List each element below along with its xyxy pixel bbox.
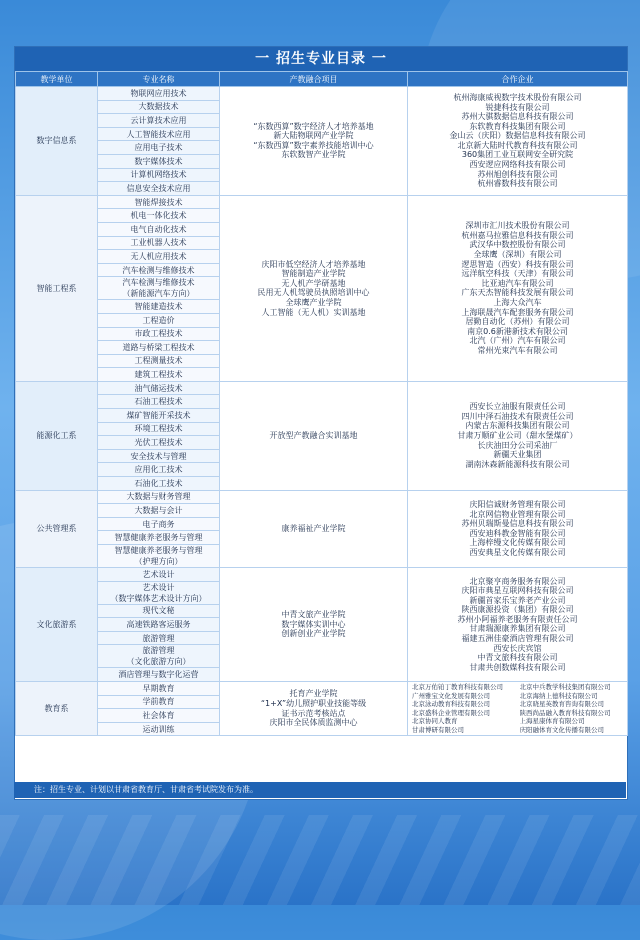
major-name xyxy=(98,618,220,632)
catalog-table xyxy=(15,71,628,736)
major-name-line: 云计算技术应用 xyxy=(130,115,187,125)
company-item: 苏州大骐数据信息科技有限公司 xyxy=(461,112,574,122)
company-item: 杭州睿数科技有限公司 xyxy=(477,179,558,189)
major-name-line: 智慧健康养老服务与管理 xyxy=(114,533,203,543)
major-name xyxy=(98,504,220,518)
major-name xyxy=(98,395,220,409)
department-name: 文化旅游系 xyxy=(16,568,98,682)
company-item: 庆阳市典星互联网科技有限公司 xyxy=(461,586,574,596)
project-item: 康养福祉产业学院 xyxy=(281,524,346,534)
major-name xyxy=(98,236,220,250)
major-name-line: 艺术设计 xyxy=(142,569,175,579)
project-item: 数字媒体实训中心 xyxy=(281,619,346,629)
major-name-line: 大数据与财务管理 xyxy=(126,492,191,502)
company-item: 福建五洲佳豪酒店管理有限公司 xyxy=(461,634,574,644)
company-item: 杭州嘉马拉雅信息科技有限公司 xyxy=(461,230,574,240)
company-item: 逻思智造（西安）科技有限公司 xyxy=(461,259,574,269)
company-item: 陕西康源投资（集团）有限公司 xyxy=(461,605,574,615)
major-name-line: 计算机网络技术 xyxy=(130,170,187,180)
major-name xyxy=(98,695,220,709)
major-name-line: 汽车检测与维修技术 xyxy=(122,278,195,288)
major-name xyxy=(98,195,220,209)
major-name xyxy=(98,422,220,436)
company-item: 北京协同人教育 xyxy=(412,717,458,726)
major-name xyxy=(98,545,220,568)
major-name-line: 大数据技术 xyxy=(138,102,179,112)
major-name-line: 电气自动化技术 xyxy=(130,224,187,234)
major-name-line: 市政工程技术 xyxy=(134,329,183,339)
project-item: 全球鹰产业学院 xyxy=(285,297,342,307)
company-item: 广州雅宝文化发展有限公司 xyxy=(412,691,490,700)
company-item: 上海联晟汽车配套服务有限公司 xyxy=(461,307,574,317)
company-item: 庆阳融体育文化传播有限公司 xyxy=(519,725,604,734)
major-name xyxy=(98,141,220,155)
major-name-line: 安全技术与管理 xyxy=(130,451,187,461)
company-item: 深圳市汇川技术股份有限公司 xyxy=(465,221,570,231)
major-name xyxy=(98,327,220,341)
major-name-line: 艺术设计 xyxy=(142,582,175,592)
major-name-line: 无人机应用技术 xyxy=(130,251,187,261)
major-name-line: 数字媒体技术 xyxy=(134,156,183,166)
table-row xyxy=(16,87,628,101)
major-name xyxy=(98,313,220,327)
company-item: 上海梓缦文化传媒有限公司 xyxy=(469,538,566,548)
company-item: 北汽（广州）汽车有限公司 xyxy=(469,336,566,346)
project-cell xyxy=(220,195,408,381)
company-item: 金山云（庆阳）数据信息科技有限公司 xyxy=(449,131,586,141)
company-cell xyxy=(408,195,628,381)
project-item: 托育产业学院 xyxy=(289,689,338,699)
major-name xyxy=(98,436,220,450)
company-item: 北京盛科企业管理有限公司 xyxy=(412,708,490,717)
department-name: 公共管理系 xyxy=(16,490,98,567)
major-name xyxy=(98,631,220,645)
major-name xyxy=(98,381,220,395)
company-item: 北京网信物业管理有限公司 xyxy=(469,509,566,519)
table-row xyxy=(16,490,628,504)
major-name xyxy=(98,87,220,101)
company-item: 西安逻应网络科技有限公司 xyxy=(469,160,566,170)
company-item: 北京聚亨商务服务有限公司 xyxy=(469,576,566,586)
major-name-line: 电子商务 xyxy=(142,519,175,529)
company-item: 远洋航空科技（天津）有限公司 xyxy=(461,269,574,279)
company-item: 锐捷科技有限公司 xyxy=(485,102,550,112)
major-name-line: （护理方向） xyxy=(134,557,183,566)
company-item: 新疆首家乐宝养老产业公司 xyxy=(469,595,566,605)
company-item: 内蒙古东源科技集团有限公司 xyxy=(465,421,570,431)
project-item: 庆阳市低空经济人才培养基地 xyxy=(261,259,366,269)
major-name-line: 旅游管理 xyxy=(142,633,175,643)
department-name: 数字信息系 xyxy=(16,87,98,196)
major-name xyxy=(98,722,220,736)
major-name-line: 应用化工技术 xyxy=(134,465,183,475)
major-name-line: 工程测量技术 xyxy=(134,356,183,366)
company-cell xyxy=(408,681,628,735)
project-cell xyxy=(220,381,408,490)
company-item: 北京中兵教学科技集团有限公司 xyxy=(519,682,611,691)
major-name-line: （新能源汽车方向） xyxy=(122,289,195,299)
company-item: 湖南沐森新能源科技有限公司 xyxy=(465,459,570,469)
major-name xyxy=(98,354,220,368)
project-item: 新大陆物联网产业学院 xyxy=(273,131,354,141)
company-item: 武汉华中数控股份有限公司 xyxy=(469,240,566,250)
major-name-line: 石油工程技术 xyxy=(134,397,183,407)
project-cell xyxy=(220,87,408,196)
company-item: 南京0.6新港新技术有限公司 xyxy=(467,326,568,336)
table-row xyxy=(16,195,628,209)
major-name xyxy=(98,263,220,277)
company-item: 居勤自动化（苏州）有限公司 xyxy=(465,317,570,327)
major-name-line: 应用电子技术 xyxy=(134,143,183,153)
company-item: 杭州海康威视数字技术股份有限公司 xyxy=(453,92,582,102)
company-cell xyxy=(408,381,628,490)
company-item: 北京泳动教育科技有限公司 xyxy=(412,700,490,709)
department-name: 教育系 xyxy=(16,681,98,735)
major-name-line: 早期教育 xyxy=(142,683,175,693)
major-name-line: 现代文秘 xyxy=(142,606,175,616)
major-name xyxy=(98,182,220,196)
major-name-line: 油气储运技术 xyxy=(134,383,183,393)
company-cell xyxy=(408,568,628,682)
company-item: 全球鹰（深圳）有限公司 xyxy=(473,249,562,259)
company-item: 中青文旅科技有限公司 xyxy=(477,653,558,663)
company-item: 西安迪科教金智能有限公司 xyxy=(469,528,566,538)
company-item: 比亚迪汽车有限公司 xyxy=(481,278,554,288)
company-item: 苏州贝瑞斯曼信息科技有限公司 xyxy=(461,519,574,529)
major-name xyxy=(98,604,220,618)
major-name xyxy=(98,409,220,423)
major-name-line: 智能焊接技术 xyxy=(134,197,183,207)
company-item: 北京晓星英教育咨询有限公司 xyxy=(519,700,604,709)
project-item: “1+X”幼儿照护职业技能等级 xyxy=(260,699,367,709)
table-row xyxy=(16,568,628,582)
major-name-line: 智能建造技术 xyxy=(134,302,183,312)
major-name-line: 人工智能技术应用 xyxy=(126,129,191,139)
company-cell xyxy=(408,490,628,567)
major-name-line: 物联网应用技术 xyxy=(130,88,187,98)
major-name-line: 大数据与会计 xyxy=(134,506,183,516)
project-item: 中青文旅产业学院 xyxy=(281,610,346,620)
major-name xyxy=(98,250,220,264)
company-item: 甘肃瑞源康养集团有限公司 xyxy=(469,624,566,634)
project-item: “东数西算”数字素养技能培训中心 xyxy=(253,140,374,150)
project-item: 证书示范考核站点 xyxy=(281,708,346,718)
major-name-line: 学前教育 xyxy=(142,697,175,707)
major-name-line: 智慧健康养老服务与管理 xyxy=(114,546,203,555)
project-item: 人工智能（无人机）实训基地 xyxy=(261,307,366,317)
major-name xyxy=(98,100,220,114)
company-cell xyxy=(408,87,628,196)
company-item: 苏州小阿福养老服务有限责任公司 xyxy=(457,614,578,624)
major-name xyxy=(98,709,220,723)
major-name xyxy=(98,222,220,236)
major-name-line: （文化旅游方向） xyxy=(126,657,191,667)
major-name xyxy=(98,531,220,545)
major-name-line: 石油化工技术 xyxy=(134,478,183,488)
company-item: 北京万佑铂丁教育科技有限公司 xyxy=(412,682,503,691)
major-name-line: 工程造价 xyxy=(142,315,175,325)
major-name xyxy=(98,645,220,668)
major-name xyxy=(98,341,220,355)
company-item: 北京海纳上德科技有限公司 xyxy=(519,691,598,700)
table-row xyxy=(16,681,628,695)
company-item: 苏州旭创科技有限公司 xyxy=(477,169,558,179)
major-name-line: 社会体育 xyxy=(142,710,175,720)
company-item: 长庆油田分公司采油厂 xyxy=(477,440,558,450)
major-name xyxy=(98,368,220,382)
project-item: “东数西算”数字经济人才培养基地 xyxy=(253,121,374,131)
footnote: 注：招生专业、计划以甘肃省教育厅、甘肃省考试院发布为准。 xyxy=(14,782,626,798)
major-name xyxy=(98,581,220,604)
header-department: 教学单位 xyxy=(16,72,98,87)
major-name-line: （数字媒体艺术设计方向） xyxy=(110,593,207,603)
major-name-line: 工业机器人技术 xyxy=(130,238,187,248)
major-name xyxy=(98,463,220,477)
project-cell xyxy=(220,490,408,567)
major-name-line: 高速铁路客运服务 xyxy=(126,619,191,629)
major-name-line: 建筑工程技术 xyxy=(134,370,183,380)
project-cell xyxy=(220,681,408,735)
company-item: 北京新大陆时代教育科技有限公司 xyxy=(457,140,578,150)
company-item: 广东天杰智能科技发展有限公司 xyxy=(461,288,574,298)
project-item: 东软数智产业学院 xyxy=(281,150,346,160)
catalog-card xyxy=(14,46,628,800)
major-name xyxy=(98,168,220,182)
major-name xyxy=(98,300,220,314)
major-name-line: 酒店管理与数字化运营 xyxy=(118,670,199,680)
major-name xyxy=(98,568,220,582)
major-name xyxy=(98,477,220,491)
company-item: 上海大众汽车 xyxy=(493,297,542,307)
major-name xyxy=(98,154,220,168)
major-name xyxy=(98,277,220,300)
company-item: 庆阳信诚财务管理有限公司 xyxy=(469,500,566,510)
project-item: 智能制造产业学院 xyxy=(281,269,346,279)
major-name xyxy=(98,681,220,695)
company-item: 甘肃万顺矿业公司（甜水堡煤矿） xyxy=(457,430,578,440)
company-item: 新疆天业集团 xyxy=(493,450,542,460)
major-name-line: 光伏工程技术 xyxy=(134,438,183,448)
company-item: 上海星康体育有限公司 xyxy=(519,717,585,726)
major-name-line: 运动训练 xyxy=(142,724,175,734)
header-project: 产教融合项目 xyxy=(220,72,408,87)
company-item: 西安长庆宾馆 xyxy=(493,643,542,653)
company-item: 东软教育科技集团有限公司 xyxy=(469,121,566,131)
catalog-body xyxy=(16,87,628,736)
major-name xyxy=(98,127,220,141)
major-name-line: 煤矿智能开采技术 xyxy=(126,410,191,420)
table-row xyxy=(16,381,628,395)
project-item: 庆阳市全民体质监测中心 xyxy=(269,718,358,728)
major-name-line: 信息安全技术应用 xyxy=(126,183,191,193)
header-company: 合作企业 xyxy=(408,72,628,87)
project-cell xyxy=(220,568,408,682)
company-item: 常州光束汽车有限公司 xyxy=(477,345,558,355)
major-name xyxy=(98,449,220,463)
major-name xyxy=(98,668,220,682)
project-item: 创新创业产业学院 xyxy=(281,629,346,639)
company-item: 四川中泽石油技术有限责任公司 xyxy=(461,411,574,421)
major-name-line: 机电一体化技术 xyxy=(130,211,187,221)
major-name-line: 环境工程技术 xyxy=(134,424,183,434)
company-item: 甘肃共创数媒科技有限公司 xyxy=(469,662,566,672)
company-item: 西安典星文化传媒有限公司 xyxy=(469,548,566,557)
company-item: 甘肃博研有限公司 xyxy=(412,725,464,734)
catalog-title: 一 招生专业目录 一 xyxy=(15,47,627,71)
major-name-line: 旅游管理 xyxy=(142,646,175,656)
project-item: 无人机产学研基地 xyxy=(281,278,346,288)
major-name xyxy=(98,209,220,223)
project-item: 开放型产教融合实训基地 xyxy=(269,430,358,440)
company-item: 西安长立油服有限责任公司 xyxy=(469,402,566,412)
department-name: 能源化工系 xyxy=(16,381,98,490)
table-header-row xyxy=(16,72,628,87)
major-name-line: 道路与桥梁工程技术 xyxy=(122,342,195,352)
department-name: 智能工程系 xyxy=(16,195,98,381)
major-name-line: 汽车检测与维修技术 xyxy=(122,265,195,275)
project-item: 民用无人机驾驶员执照培训中心 xyxy=(257,288,370,298)
header-major: 专业名称 xyxy=(98,72,220,87)
major-name xyxy=(98,490,220,504)
major-name xyxy=(98,517,220,531)
company-item: 360集团工业互联网安全研究院 xyxy=(461,150,574,160)
company-item: 陕西尚品融入教育科技有限公司 xyxy=(519,708,611,717)
background-stripes xyxy=(0,815,640,905)
major-name xyxy=(98,114,220,128)
